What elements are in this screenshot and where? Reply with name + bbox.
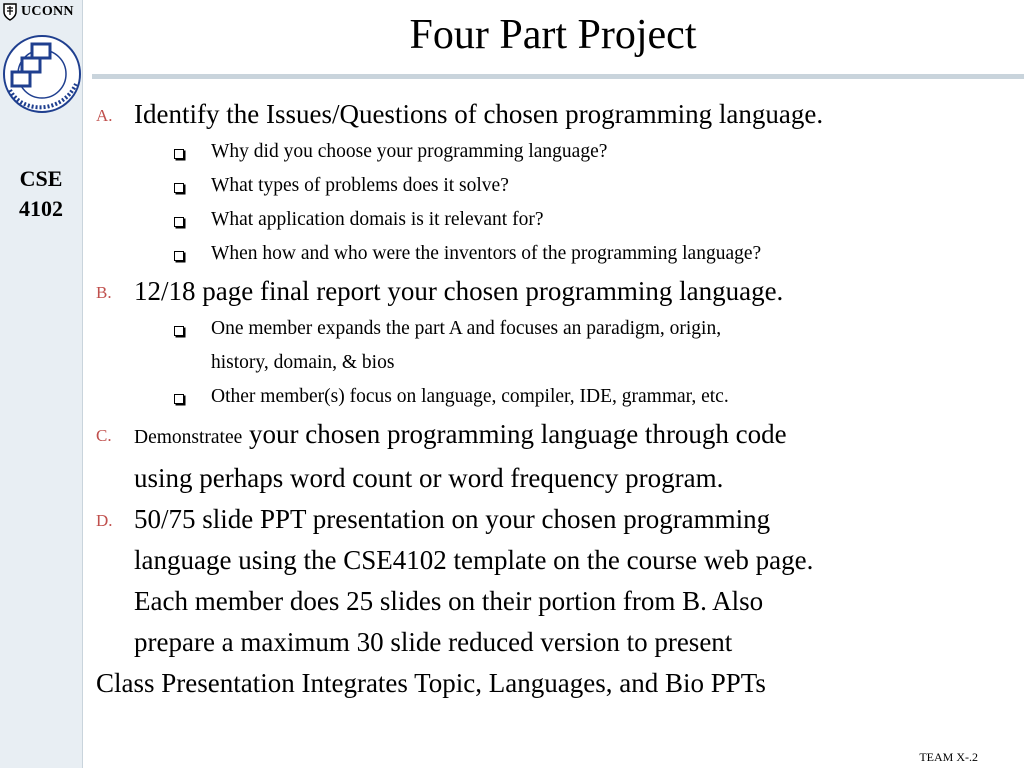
sub-item-text: One member expands the part A and focuses an paradigm, origin, bbox=[211, 318, 722, 339]
list-item-lead: Demonstratee bbox=[134, 427, 243, 448]
sub-item-text: What application domais is it relevant for? bbox=[211, 209, 544, 230]
list-item-continuation bbox=[96, 622, 1016, 663]
uconn-logo-text: UCONN bbox=[21, 4, 74, 19]
list-item-continuation bbox=[96, 581, 1016, 622]
sub-item bbox=[96, 237, 1016, 271]
slide-number: TEAM X-.2 bbox=[919, 750, 978, 764]
list-item-text: prepare a maximum 30 slide reduced version to present bbox=[134, 627, 733, 657]
sub-item bbox=[96, 169, 1016, 203]
list-item-text: using perhaps word count or word frequency program. bbox=[134, 463, 724, 493]
sub-item-text: Why did you choose your programming language? bbox=[211, 141, 608, 162]
sub-item bbox=[96, 380, 1016, 414]
course-number: 4102 bbox=[19, 196, 63, 221]
list-item-text: language using the CSE4102 template on the course web page. bbox=[134, 545, 814, 575]
slide-title: Four Part Project bbox=[409, 12, 697, 58]
slide-body bbox=[96, 94, 1016, 704]
square-bullet-icon bbox=[174, 326, 184, 336]
list-marker: B. bbox=[96, 283, 112, 302]
sub-item-text: history, domain, & bios bbox=[211, 352, 395, 373]
list-marker: A. bbox=[96, 106, 113, 125]
sub-item bbox=[96, 312, 1016, 346]
sub-item bbox=[96, 135, 1016, 169]
course-label bbox=[0, 164, 82, 224]
list-item-text: 12/18 page final report your chosen programming language. bbox=[134, 276, 784, 306]
square-bullet-icon bbox=[174, 394, 184, 404]
sub-item-continuation bbox=[96, 346, 1016, 380]
list-item-continuation bbox=[96, 458, 1016, 499]
list-marker: C. bbox=[96, 426, 112, 445]
shield-icon bbox=[3, 3, 17, 21]
list-item-b bbox=[96, 271, 1016, 312]
list-item-continuation bbox=[96, 540, 1016, 581]
sub-item-text: When how and who were the inventors of the programming language? bbox=[211, 243, 762, 264]
square-bullet-icon bbox=[174, 149, 184, 159]
sub-item bbox=[96, 203, 1016, 237]
sub-item-text: Other member(s) focus on language, compiler, IDE, grammar, etc. bbox=[211, 386, 729, 407]
list-item-text: Each member does 25 slides on their portion from B. Also bbox=[134, 586, 764, 616]
list-item-d bbox=[96, 499, 1016, 540]
square-bullet-icon bbox=[174, 251, 184, 261]
cse-seal-icon bbox=[2, 28, 82, 120]
course-code: CSE bbox=[19, 166, 63, 191]
list-item-c bbox=[96, 414, 1016, 458]
list-item-text: your chosen programming language through code bbox=[249, 419, 787, 449]
list-item-text: 50/75 slide PPT presentation on your chosen programming bbox=[134, 504, 771, 534]
list-marker: D. bbox=[96, 511, 113, 530]
square-bullet-icon bbox=[174, 217, 184, 227]
closing-line: Class Presentation Integrates Topic, Languages, and Bio PPTs bbox=[96, 668, 766, 698]
sidebar bbox=[0, 0, 83, 768]
sub-item-text: What types of problems does it solve? bbox=[211, 175, 509, 196]
uconn-logo bbox=[3, 2, 74, 22]
list-item-a bbox=[96, 94, 1016, 135]
list-item-text: Identify the Issues/Questions of chosen programming language. bbox=[134, 99, 824, 129]
square-bullet-icon bbox=[174, 183, 184, 193]
title-divider bbox=[92, 74, 1024, 79]
